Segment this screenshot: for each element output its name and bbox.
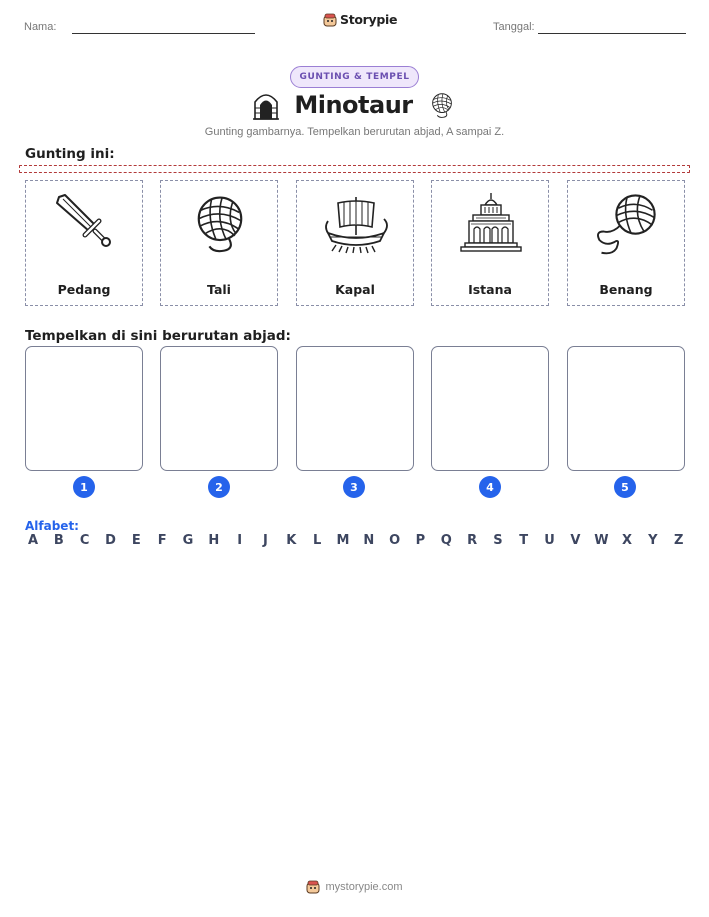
alphabet-letter: E [131,533,141,548]
alphabet-letter: D [105,533,116,548]
cut-line [19,165,690,173]
alphabet-letter: K [286,533,297,548]
card-label: Kapal [335,282,375,297]
alphabet-letter: Z [673,533,684,548]
paste-heading: Tempelkan di sini berurutan abjad: [25,328,291,344]
alphabet-heading: Alfabet: [25,519,79,533]
paste-slot-5[interactable] [567,346,685,471]
labyrinth-door-icon [252,90,280,120]
title-row [0,90,709,120]
alphabet-letter: U [544,533,555,548]
alphabet-letter: Y [648,533,658,548]
sword-icon [51,189,119,257]
slot-number-1: 1 [73,476,95,498]
alphabet-letter: G [182,533,194,548]
paste-slot-1[interactable] [25,346,143,471]
alphabet-letter: B [53,533,64,548]
date-label: Tanggal: [493,21,535,33]
yarn-ball-icon [186,189,254,257]
alphabet-letter: P [415,533,426,548]
alphabet-letter: R [467,533,478,548]
alphabet-letter: J [263,533,268,548]
yarn-ball-icon [593,189,661,257]
date-line[interactable] [538,33,686,34]
footer [0,880,709,894]
yarn-ball-icon [427,90,457,120]
slot-number-5: 5 [614,476,636,498]
alphabet-row [26,533,686,548]
activity-badge: GUNTING & TEMPEL [290,66,419,88]
cut-card-istana[interactable] [431,180,549,306]
alphabet-letter: C [79,533,90,548]
page-title: Minotaur [294,91,413,119]
alphabet-letter: H [208,533,220,548]
card-label: Pedang [57,282,111,297]
card-label: Istana [468,282,512,297]
alphabet-letter: I [237,533,243,548]
alphabet-letter: V [570,533,581,548]
alphabet-letter: O [389,533,401,548]
alphabet-letter: A [27,533,39,548]
card-label: Tali [207,282,231,297]
paste-slot-4[interactable] [431,346,549,471]
alphabet-letter: X [622,533,633,548]
alphabet-letter: T [519,533,529,548]
cut-card-benang[interactable] [567,180,685,306]
storypie-mascot-icon [323,13,337,27]
ship-icon [322,189,390,257]
instructions: Gunting gambarnya. Tempelkan berurutan abjad, A sampai Z. [204,126,505,138]
brand-name: Storypie [340,12,398,27]
cut-card-pedang[interactable] [25,180,143,306]
palace-icon [457,189,525,257]
storypie-mascot-icon [306,880,320,894]
paste-slot-3[interactable] [296,346,414,471]
cut-card-tali[interactable] [160,180,278,306]
alphabet-letter: Q [440,533,452,548]
alphabet-letter: M [336,533,350,548]
alphabet-letter: N [363,533,375,548]
footer-url[interactable]: mystorypie.com [325,881,403,893]
brand-logo [323,12,397,27]
card-label: Benang [599,282,653,297]
paste-slot-2[interactable] [160,346,278,471]
slot-number-2: 2 [208,476,230,498]
cut-heading: Gunting ini: [25,146,115,162]
slot-number-4: 4 [479,476,501,498]
name-label: Nama: [24,21,57,33]
cut-card-kapal[interactable] [296,180,414,306]
alphabet-letter: F [157,533,167,548]
alphabet-letter: W [594,533,609,548]
slot-number-3: 3 [343,476,365,498]
alphabet-letter: S [493,533,503,548]
name-line[interactable] [72,33,255,34]
alphabet-letter: L [312,533,322,548]
